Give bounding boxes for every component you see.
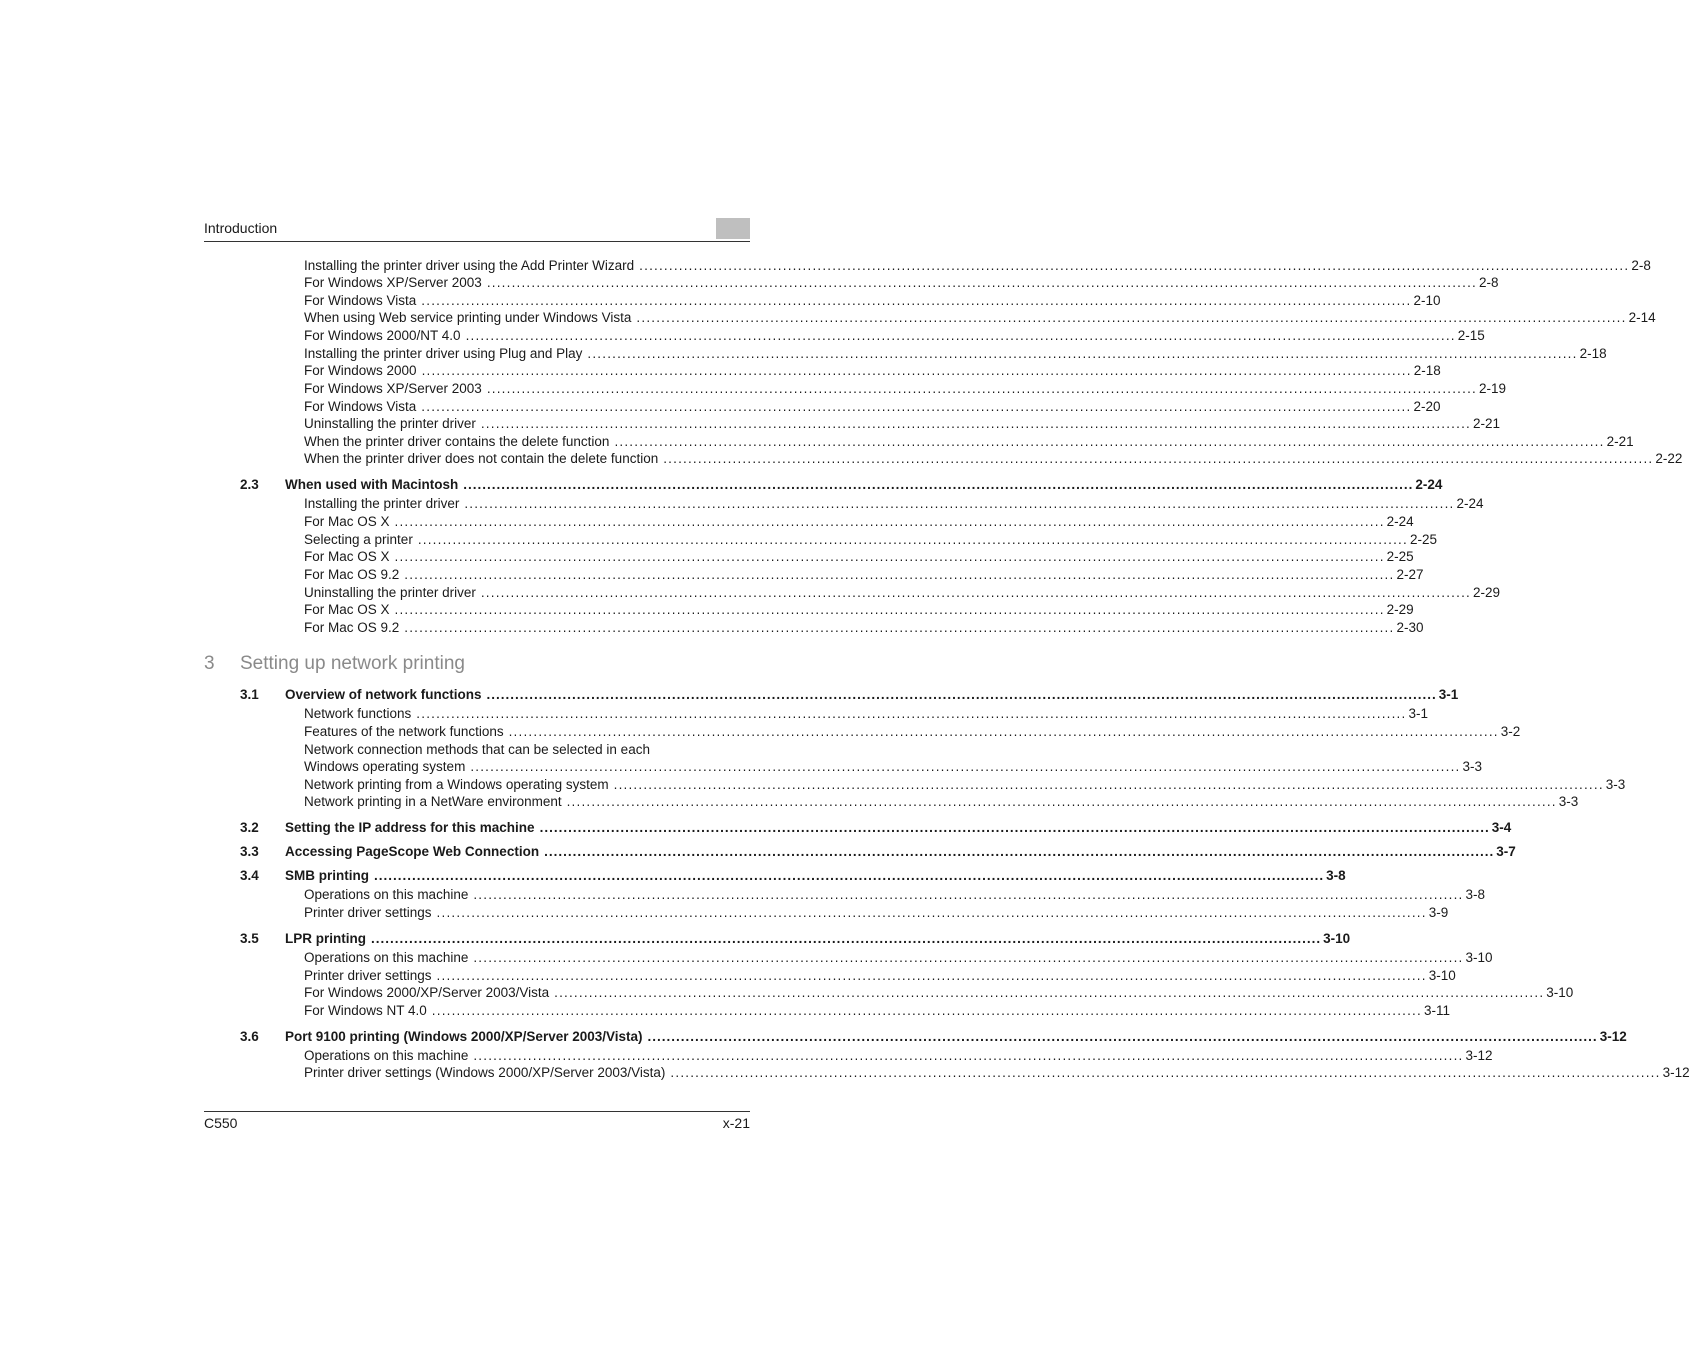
toc-section-entry[interactable] xyxy=(240,930,1351,948)
dot-leader: ........................................................................................................................................................................................................ xyxy=(486,275,1477,290)
toc-entry-title: Network printing from a Windows operating system xyxy=(304,777,609,792)
dot-leader: ........................................................................................................................................................................................................ xyxy=(566,794,1557,809)
toc-entry-title: For Windows XP/Server 2003 xyxy=(304,275,482,290)
toc-page-number: 3-10 xyxy=(1465,950,1493,965)
toc-entry-title: Accessing PageScope Web Connection xyxy=(285,844,540,859)
toc-entry[interactable] xyxy=(304,705,1428,723)
dot-leader: ........................................................................................................................................................................................................ xyxy=(394,602,1385,617)
toc-entry-title: Selecting a printer xyxy=(304,532,413,547)
toc-page-number: 3-2 xyxy=(1500,724,1521,739)
toc-entry-title: When used with Macintosh xyxy=(285,477,459,492)
toc-page-number: 2-24 xyxy=(1415,477,1443,492)
toc-page-number: 2-21 xyxy=(1606,434,1634,449)
footer-page-number: x-21 xyxy=(722,1115,750,1131)
toc-page-number: 2-8 xyxy=(1478,275,1499,290)
toc-entry[interactable] xyxy=(304,433,1634,451)
dot-leader: ........................................................................................................................................................................................................ xyxy=(480,416,1471,431)
toc-entry[interactable] xyxy=(304,886,1486,904)
dot-leader: ........................................................................................................................................................................................................ xyxy=(554,985,1545,1000)
toc-page-number: 3-8 xyxy=(1326,868,1346,883)
toc-section-entry[interactable] xyxy=(240,819,1512,837)
toc-entry-title: Installing the printer driver xyxy=(304,496,460,511)
toc-entry[interactable] xyxy=(304,984,1574,1002)
toc-entry-title: LPR printing xyxy=(285,931,366,946)
toc-entry[interactable] xyxy=(304,327,1485,345)
toc-entry-title: Features of the network functions xyxy=(304,724,504,739)
dot-leader: ........................................................................................................................................................................................................ xyxy=(508,724,1499,739)
toc-entry[interactable] xyxy=(304,1002,1450,1020)
dot-leader: ........................................................................................................................................................................................................ xyxy=(663,451,1654,466)
dot-leader: ........................................................................................................................................................................................................ xyxy=(465,328,1456,343)
toc-entry[interactable] xyxy=(304,1047,1493,1065)
toc-entry[interactable] xyxy=(304,758,1482,776)
dot-leader: ........................................................................................................................................................................................................ xyxy=(404,620,1395,635)
section-number: 3.3 xyxy=(240,844,259,859)
toc-entry[interactable] xyxy=(304,776,1626,794)
toc-entry-title: When the printer driver does not contain the delete function xyxy=(304,451,659,466)
toc-page-number: 2-24 xyxy=(1456,496,1484,511)
dot-leader: ........................................................................................................................................................................................................ xyxy=(480,585,1471,600)
toc-entry[interactable] xyxy=(304,531,1437,549)
toc-page-number: 2-25 xyxy=(1386,549,1414,564)
toc-entry[interactable] xyxy=(304,723,1521,741)
toc-entry[interactable] xyxy=(304,619,1424,637)
toc-entry[interactable] xyxy=(304,949,1493,967)
toc-page-number: 2-19 xyxy=(1478,381,1507,396)
dot-leader: ........................................................................................................................................................................................................ xyxy=(431,1003,1422,1018)
section-number: 3.6 xyxy=(240,1029,259,1044)
toc-entry-title: When the printer driver contains the delete function xyxy=(304,434,610,449)
toc-page-number: 3-1 xyxy=(1408,706,1428,721)
toc-entry[interactable] xyxy=(304,741,749,759)
dot-leader: ........................................................................................................................................................................................................ xyxy=(470,759,1461,774)
dot-leader: ........................................................................................................................................................................................................ xyxy=(473,1048,1464,1063)
toc-page-number: 2-29 xyxy=(1386,602,1414,617)
toc-page-number: 2-20 xyxy=(1413,399,1441,414)
toc-entry-title: Installing the printer driver using the Add Printer Wizard xyxy=(304,258,635,273)
dot-leader: ........................................................................................................................................................................................................ xyxy=(464,496,1455,511)
toc-entry[interactable] xyxy=(304,601,1414,619)
toc-entry[interactable] xyxy=(304,967,1456,985)
toc-entry[interactable] xyxy=(304,274,1499,292)
section-number: 3.4 xyxy=(240,868,259,883)
toc-page-number: 2-29 xyxy=(1473,585,1501,600)
toc-page-number: 3-12 xyxy=(1599,1029,1627,1044)
toc-page-number: 3-10 xyxy=(1323,931,1351,946)
toc-page-number: 2-15 xyxy=(1457,328,1485,343)
section-number: 3.2 xyxy=(240,820,259,835)
toc-page-number: 2-18 xyxy=(1579,346,1607,361)
chapter-number: 3 xyxy=(204,653,215,674)
toc-entry-title: Uninstalling the printer driver xyxy=(304,585,476,600)
toc-entry[interactable] xyxy=(304,584,1501,602)
toc-entry-title: For Windows Vista xyxy=(304,293,417,308)
toc-page-number: 3-10 xyxy=(1428,968,1456,983)
dot-leader: ........................................................................................................................................................................................................ xyxy=(436,905,1427,920)
toc-entry-title: Network functions xyxy=(304,706,412,721)
toc-section-entry[interactable] xyxy=(240,1028,1627,1046)
toc-entry-title: For Mac OS X xyxy=(304,602,390,617)
toc-entry-title: Uninstalling the printer driver xyxy=(304,416,476,431)
toc-entry[interactable] xyxy=(304,292,1441,310)
toc-entry[interactable] xyxy=(304,398,1441,416)
toc-entry[interactable] xyxy=(304,566,1424,584)
toc-entry-title: Printer driver settings xyxy=(304,905,432,920)
running-header-title: Introduction xyxy=(204,220,278,236)
toc-page-number: 3-9 xyxy=(1428,905,1449,920)
dot-leader: ........................................................................................................................................................................................................ xyxy=(647,1029,1598,1044)
dot-leader: ........................................................................................................................................................................................................ xyxy=(613,777,1604,792)
toc-entry[interactable] xyxy=(304,257,1651,275)
chapter-title: Setting up network printing xyxy=(240,653,465,674)
toc-entry[interactable] xyxy=(304,380,1507,398)
toc-entry-title: Printer driver settings (Windows 2000/XP/Server 2003/Vista) xyxy=(304,1065,666,1080)
dot-leader: ........................................................................................................................................................................................................ xyxy=(670,1065,1661,1080)
dot-leader: ........................................................................................................................................................................................................ xyxy=(473,887,1464,902)
toc-page-number: 3-1 xyxy=(1438,687,1459,702)
toc-entry-title: For Mac OS 9.2 xyxy=(304,620,400,635)
toc-entry-title: Setting the IP address for this machine xyxy=(285,820,535,835)
toc-entry-title: Printer driver settings xyxy=(304,968,432,983)
toc-entry-title: For Windows 2000 xyxy=(304,363,417,378)
dot-leader: ........................................................................................................................................................................................................ xyxy=(421,293,1412,308)
dot-leader: ........................................................................................................................................................................................................ xyxy=(463,477,1414,492)
toc-page-number: 3-4 xyxy=(1491,820,1512,835)
chapter-heading xyxy=(204,652,465,676)
toc-page-number: 3-3 xyxy=(1558,794,1579,809)
dot-leader: ........................................................................................................................................................................................................ xyxy=(374,868,1325,883)
toc-page-number: 2-24 xyxy=(1386,514,1414,529)
dot-leader: ........................................................................................................................................................................................................ xyxy=(436,968,1427,983)
toc-page-number: 2-18 xyxy=(1413,363,1441,378)
dot-leader: ........................................................................................................................................................................................................ xyxy=(394,549,1385,564)
toc-entry-title: For Mac OS X xyxy=(304,549,390,564)
dot-leader: ........................................................................................................................................................................................................ xyxy=(539,820,1490,835)
toc-page-number: 2-30 xyxy=(1396,620,1424,635)
dot-leader: ........................................................................................................................................................................................................ xyxy=(486,381,1477,396)
toc-entry[interactable] xyxy=(304,513,1414,531)
footer-model: C550 xyxy=(204,1115,238,1131)
toc-page-number: 3-10 xyxy=(1546,985,1574,1000)
dot-leader: ........................................................................................................................................................................................................ xyxy=(544,844,1495,859)
toc-entry[interactable] xyxy=(304,309,1656,327)
toc-entry-title: For Windows Vista xyxy=(304,399,417,414)
dot-leader: ........................................................................................................................................................................................................ xyxy=(614,434,1605,449)
section-number: 3.1 xyxy=(240,687,259,702)
dot-leader: ........................................................................................................................................................................................................ xyxy=(416,706,1407,721)
toc-section-entry[interactable] xyxy=(240,843,1516,861)
section-number: 2.3 xyxy=(240,477,259,492)
dot-leader: ........................................................................................................................................................................................................ xyxy=(421,399,1412,414)
toc-page-number: 3-7 xyxy=(1496,844,1516,859)
toc-entry-title: Windows operating system xyxy=(304,759,466,774)
toc-entry[interactable] xyxy=(304,415,1501,433)
toc-entry-title: For Windows XP/Server 2003 xyxy=(304,381,482,396)
toc-entry[interactable] xyxy=(304,450,1683,468)
dot-leader: ........................................................................................................................................................................................................ xyxy=(587,346,1578,361)
toc-entry-title: Overview of network functions xyxy=(285,687,482,702)
toc-page-number: 2-25 xyxy=(1409,532,1437,547)
toc-entry-title: When using Web service printing under Windows Vista xyxy=(304,310,632,325)
toc-entry-title: Installing the printer driver using Plug and Play xyxy=(304,346,583,361)
toc-entry[interactable] xyxy=(304,904,1449,922)
footer-rule xyxy=(204,1111,750,1112)
toc-page-number: 2-22 xyxy=(1655,451,1683,466)
toc-page-number: 2-27 xyxy=(1396,567,1424,582)
dot-leader: ........................................................................................................................................................................................................ xyxy=(371,931,1322,946)
toc-section-entry[interactable] xyxy=(240,867,1346,885)
toc-entry[interactable] xyxy=(304,1064,1690,1082)
toc-entry[interactable] xyxy=(304,362,1441,380)
toc-page-number: 3-12 xyxy=(1465,1048,1493,1063)
dot-leader: ........................................................................................................................................................................................................ xyxy=(639,258,1630,273)
dot-leader: ........................................................................................................................................................................................................ xyxy=(486,687,1437,702)
dot-leader: ........................................................................................................................................................................................................ xyxy=(417,532,1408,547)
toc-entry-title: For Windows 2000/XP/Server 2003/Vista xyxy=(304,985,550,1000)
toc-entry-title: Network printing in a NetWare environment xyxy=(304,794,562,809)
section-number: 3.5 xyxy=(240,931,259,946)
toc-page-number: 3-11 xyxy=(1423,1003,1450,1018)
toc-section-entry[interactable] xyxy=(240,686,1459,704)
toc-entry-title: For Mac OS 9.2 xyxy=(304,567,400,582)
toc-page-number: 2-14 xyxy=(1628,310,1656,325)
toc-entry-title: Network connection methods that can be selected in each xyxy=(304,742,650,757)
toc-entry-title: Port 9100 printing (Windows 2000/XP/Server 2003/Vista) xyxy=(285,1029,643,1044)
dot-leader: ........................................................................................................................................................................................................ xyxy=(421,363,1412,378)
toc-page-number: 3-3 xyxy=(1605,777,1626,792)
toc-page-number: 3-3 xyxy=(1462,759,1482,774)
toc-entry-title: Operations on this machine xyxy=(304,1048,469,1063)
toc-entry-title: Operations on this machine xyxy=(304,887,469,902)
toc-entry[interactable] xyxy=(304,793,1579,811)
toc-entry-title: SMB printing xyxy=(285,868,369,883)
dot-leader: ........................................................................................................................................................................................................ xyxy=(636,310,1627,325)
toc-section-entry[interactable] xyxy=(240,476,1443,494)
toc-page-number: 3-12 xyxy=(1662,1065,1690,1080)
toc-entry-title: For Windows 2000/NT 4.0 xyxy=(304,328,461,343)
toc-entry-title: For Windows NT 4.0 xyxy=(304,1003,427,1018)
toc-entry[interactable] xyxy=(304,548,1414,566)
toc-entry[interactable] xyxy=(304,345,1607,363)
dot-leader: ........................................................................................................................................................................................................ xyxy=(394,514,1385,529)
toc-page-number: 2-10 xyxy=(1413,293,1441,308)
toc-entry-title: For Mac OS X xyxy=(304,514,390,529)
toc-page-number: 3-8 xyxy=(1465,887,1486,902)
toc-page-number: 2-8 xyxy=(1631,258,1651,273)
dot-leader: ........................................................................................................................................................................................................ xyxy=(404,567,1395,582)
dot-leader: ........................................................................................................................................................................................................ xyxy=(473,950,1464,965)
toc-entry[interactable] xyxy=(304,495,1484,513)
toc-page-number: 2-21 xyxy=(1473,416,1501,431)
toc-entry-title: Operations on this machine xyxy=(304,950,469,965)
